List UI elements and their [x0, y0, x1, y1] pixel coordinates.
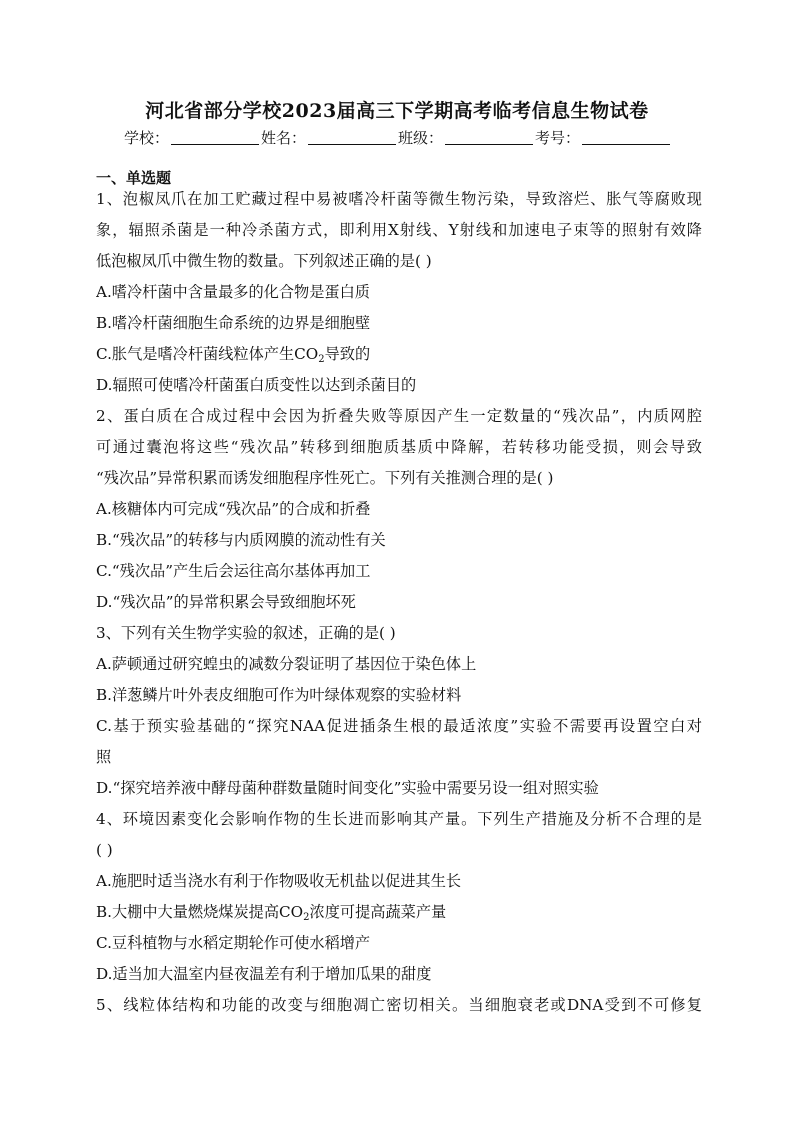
answer-option-line: D.“探究培养液中酵母菌种群数量随时间变化”实验中需要另设一组对照实验 [96, 779, 599, 797]
answer-option-line: 照 [96, 748, 112, 766]
answer-option-line: B.“残次品”的转移与内质网膜的流动性有关 [96, 531, 386, 549]
answer-option-line: A.萨顿通过研究蝗虫的减数分裂证明了基因位于染色体上 [96, 655, 477, 673]
question-text-line: 低泡椒凤爪中微生物的数量。下列叙述正确的是( ) [96, 252, 432, 270]
answer-option-line: B.洋葱鳞片叶外表皮细胞可作为叶绿体观察的实验材料 [96, 686, 462, 704]
question-text-line: 3、下列有关生物学实验的叙述，正确的是( ) [96, 624, 396, 642]
class-label: 班级： [398, 129, 444, 147]
answer-option-line: C.豆科植物与水稻定期轮作可使水稻增产 [96, 934, 371, 952]
option-text: 导致的 [324, 345, 371, 363]
student-info-row [124, 127, 672, 148]
question-text-line: 可通过囊泡将这些“残次品”转移到细胞质基质中降解，若转移功能受损，则会导致 [96, 438, 702, 456]
class-blank [445, 130, 533, 145]
subscript: 2 [303, 912, 310, 923]
exam-title: 河北省部分学校2023届高三下学期高考临考信息生物试卷 [145, 100, 649, 122]
answer-option-line [96, 339, 702, 370]
school-blank [171, 130, 259, 145]
exam-number-label: 考号： [535, 129, 581, 147]
answer-option-line: A.核糖体内可完成“残次品”的合成和折叠 [96, 500, 371, 518]
name-label: 姓名： [261, 129, 307, 147]
exam-number-blank [582, 130, 670, 145]
answer-option-line: D.“残次品”的异常积累会导致细胞坏死 [96, 593, 356, 611]
section-heading: 一、单选题 [96, 169, 172, 187]
answer-option-line: B.嗜冷杆菌细胞生命系统的边界是细胞壁 [96, 314, 371, 332]
question-text-line: 2、蛋白质在合成过程中会因为折叠失败等原因产生一定数量的“残次品”，内质网腔 [96, 407, 702, 425]
question-text-line: 象，辐照杀菌是一种冷杀菌方式，即利用X射线、Y射线和加速电子束等的照射有效降 [96, 221, 702, 239]
question-text-line: “残次品”异常积累而诱发细胞程序性死亡。下列有关推测合理的是( ) [96, 469, 554, 487]
option-text: 浓度可提高蔬菜产量 [309, 903, 447, 921]
question-text-line: 5、线粒体结构和功能的改变与细胞凋亡密切相关。当细胞衰老或DNA受到不可修复 [96, 996, 702, 1014]
answer-option-line: C.“残次品”产生后会运往高尔基体再加工 [96, 562, 371, 580]
answer-option-line: A.嗜冷杆菌中含量最多的化合物是蛋白质 [96, 283, 370, 301]
answer-option-line [96, 897, 702, 928]
answer-option-line: ( ) [96, 841, 113, 859]
option-text: C.胀气是嗜冷杆菌线粒体产生CO [96, 345, 319, 363]
school-label: 学校： [124, 129, 170, 147]
question-text-line: 4、环境因素变化会影响作物的生长进而影响其产量。下列生产措施及分析不合理的是 [96, 810, 702, 828]
name-blank [308, 130, 396, 145]
answer-option-line: D.适当加大温室内昼夜温差有利于增加瓜果的甜度 [96, 965, 432, 983]
question-body [96, 184, 702, 1021]
option-text: B.大棚中大量燃烧煤炭提高CO [96, 903, 304, 921]
question-text-line: 1、泡椒凤爪在加工贮藏过程中易被嗜冷杆菌等微生物污染，导致溶烂、胀气等腐败现 [96, 190, 702, 208]
subscript: 2 [318, 354, 325, 365]
answer-option-line: D.辐照可使嗜冷杆菌蛋白质变性以达到杀菌目的 [96, 376, 417, 394]
answer-option-line: A.施肥时适当浇水有利于作物吸收无机盐以促进其生长 [96, 872, 462, 890]
question-text-line: C.基于预实验基础的“探究NAA促进插条生根的最适浓度”实验不需要再设置空白对 [96, 717, 702, 735]
